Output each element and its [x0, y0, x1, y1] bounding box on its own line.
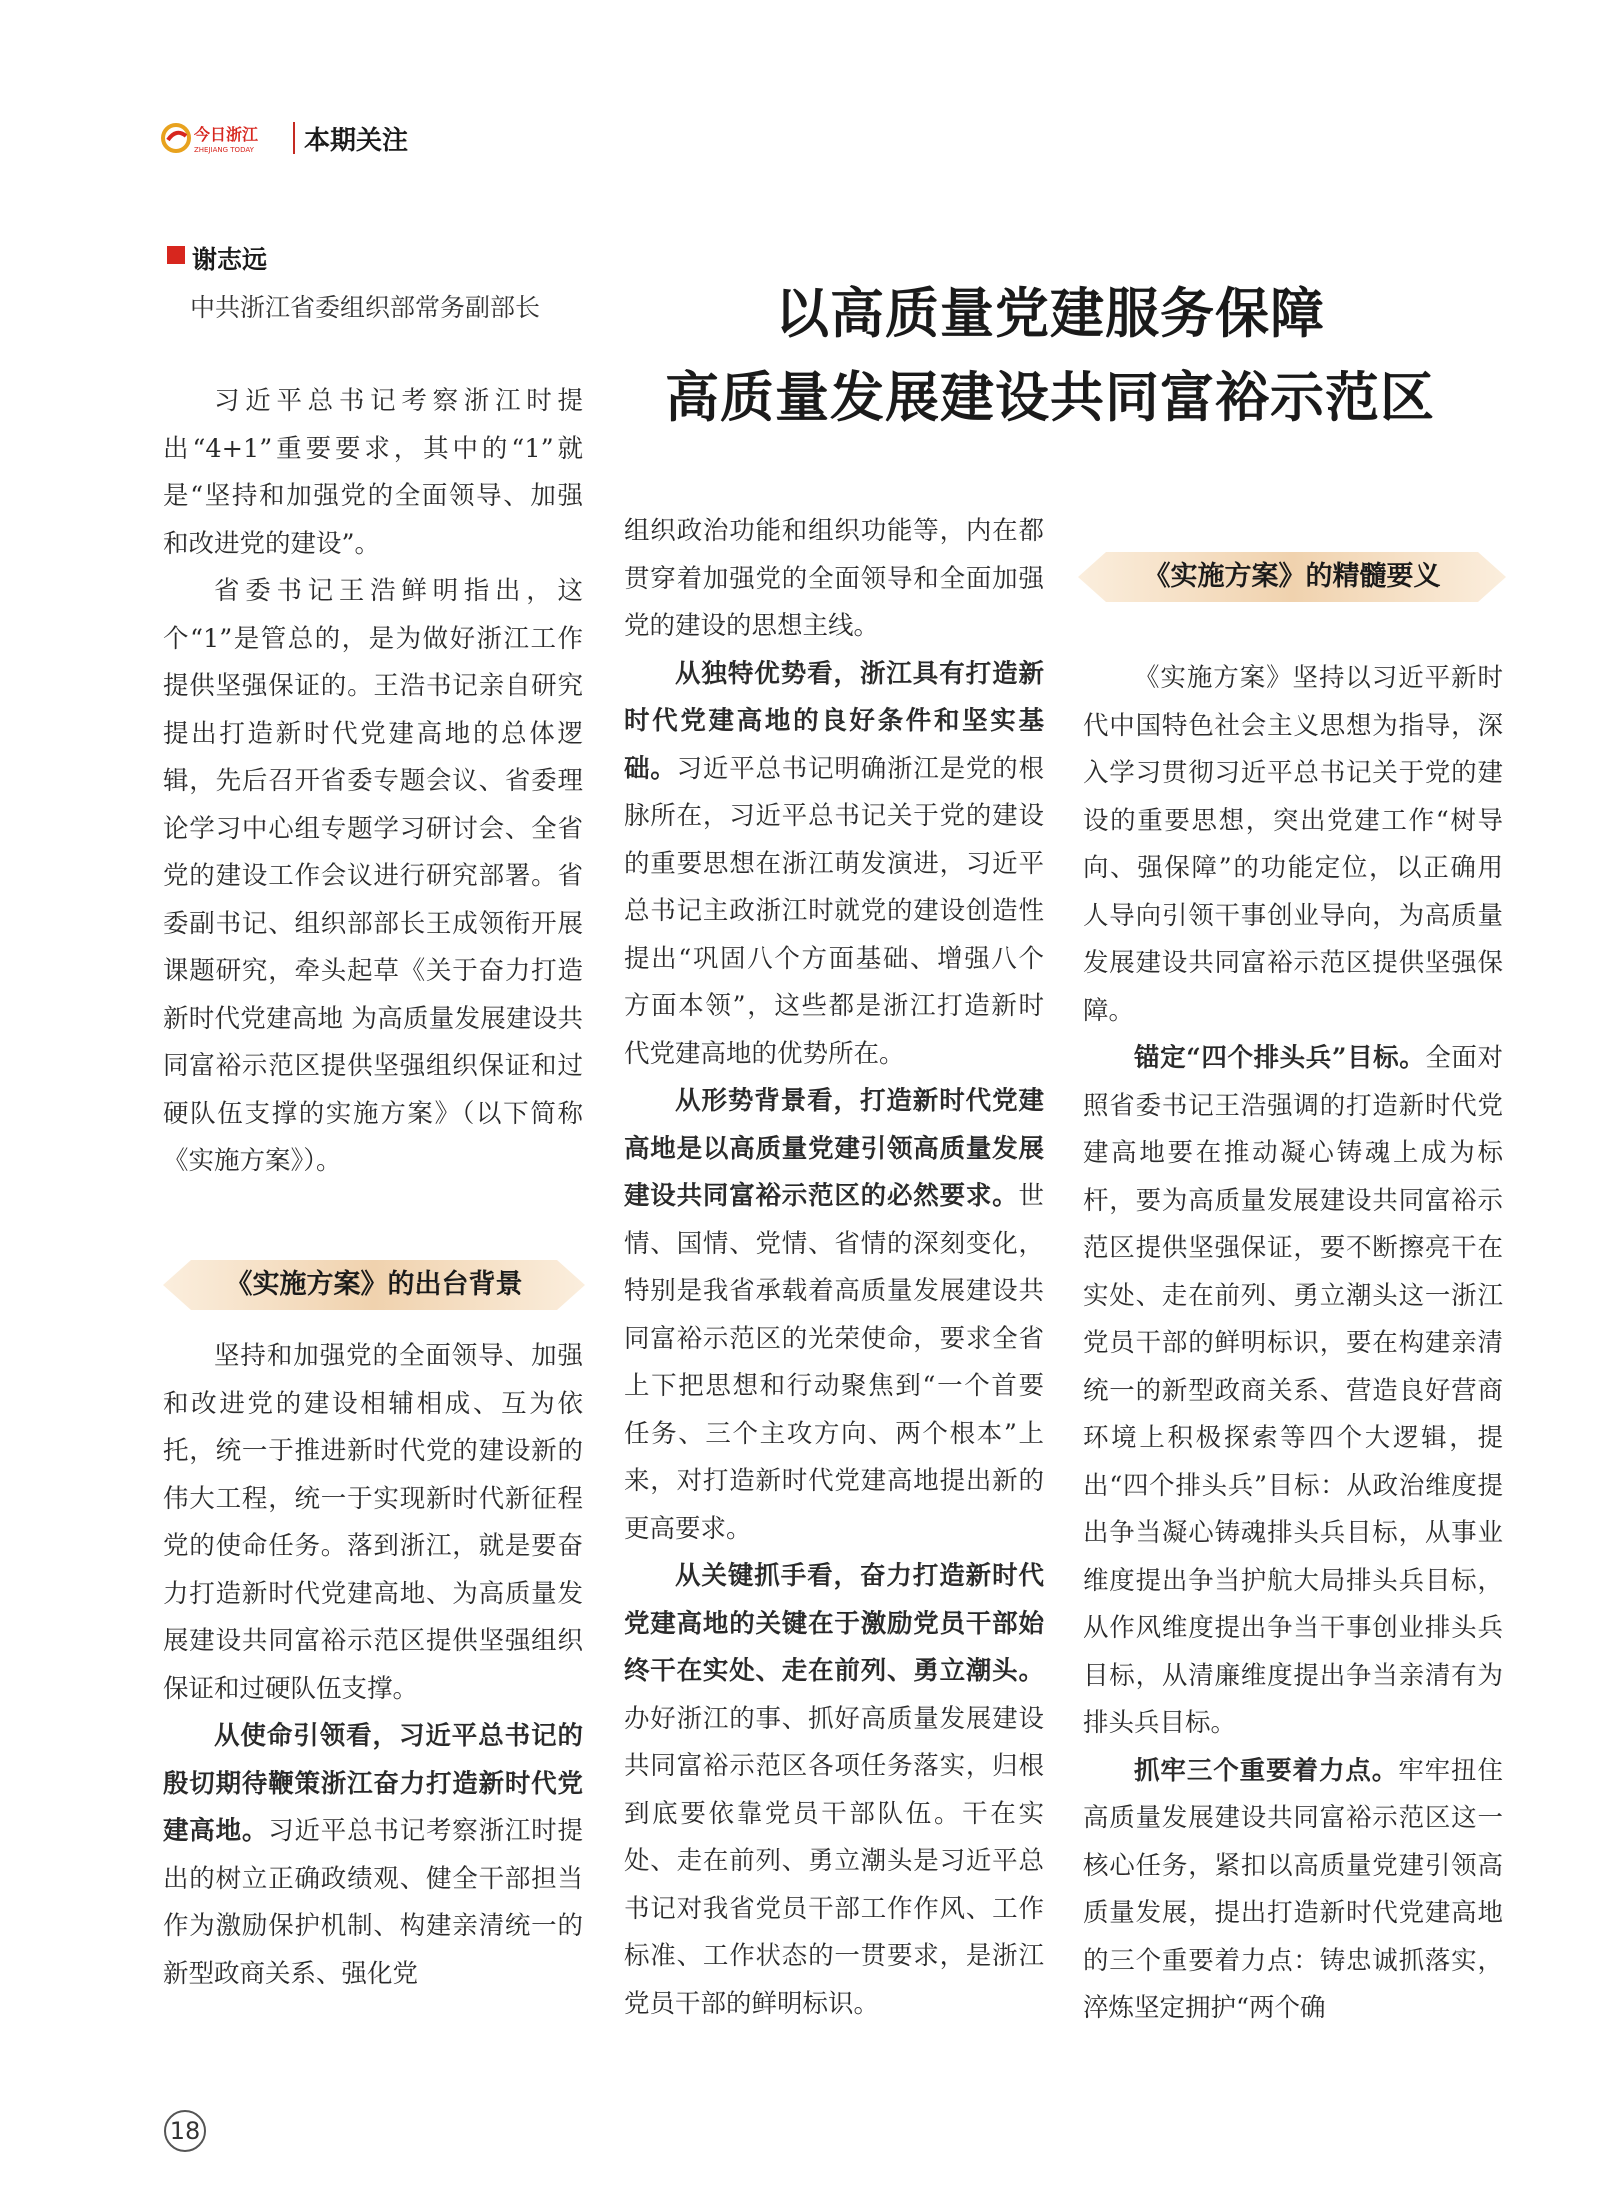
column-left-top	[163, 378, 583, 1186]
article-title	[640, 272, 1460, 440]
paragraph: 坚持和加强党的全面领导、加强和改进党的建设相辅相成、互为依托，统一于推进新时代党的建设新的伟大工程，统一于实现新时代新征程党的使命任务。落到浙江，就是要奋力打造新时代党建高地、为高质量发展建设共同富裕示范区提供坚强组织保证和过硬队伍支撑。	[163, 1341, 583, 1704]
paragraph-body: 世情、国情、党情、省情的深刻变化，特别是我省承载着高质量发展建设共同富裕示范区的光荣使命，要求全省上下把思想和行动聚焦到“一个首要任务、三个主攻方向、两个根本”上来，对打造新时代党建高地提出新的更高要求。	[624, 1181, 1044, 1544]
column-right	[1083, 655, 1503, 2033]
paragraph	[624, 651, 1044, 1079]
paragraph-body: 习近平总书记明确浙江是党的根脉所在，习近平总书记关于党的建设的重要思想在浙江萌发演进，习近平总书记主政浙江时就党的建设创造性提出“巩固八个方面基础、增强八个方面本领”，这些都是浙江打造新时代党建高地的优势所在。	[624, 753, 1044, 1069]
paragraph	[163, 1713, 583, 1998]
column-middle	[624, 508, 1044, 2028]
paragraph-body: 习近平总书记考察浙江时提出的树立正确政绩观、健全干部担当作为激励保护机制、构建亲清统一的新型政商关系、强化党	[163, 1816, 583, 1989]
paragraph	[1083, 1035, 1503, 1748]
paragraph: 习近平总书记考察浙江时提出“4+1”重要要求，其中的“1”就是“坚持和加强党的全面领导、加强和改进党的建设”。	[163, 386, 583, 559]
author-name: 谢志远	[192, 245, 268, 274]
paragraph	[624, 1078, 1044, 1553]
page-number: 18	[164, 2110, 206, 2152]
subhead-background	[163, 1256, 585, 1314]
logo-text: 今日浙江	[194, 125, 259, 144]
author-title: 中共浙江省委组织部常务副部长	[190, 293, 541, 322]
header-divider	[293, 122, 295, 154]
paragraph-body: 牢牢扭住高质量发展建设共同富裕示范区这一核心任务，紧扣以高质量党建引领高质量发展，提出打造新时代党建高地的三个重要着力点：铸忠诚抓落实，淬炼坚定拥护“两个确	[1083, 1755, 1503, 2023]
logo-subtext: ZHEJIANG TODAY	[194, 146, 254, 154]
paragraph-lead: 从关键抓手看，奋力打造新时代党建高地的关键在于激励党员干部始终干在实处、走在前列、勇立潮头。	[624, 1561, 1044, 1686]
article-title-line2: 高质量发展建设共同富裕示范区	[665, 366, 1435, 429]
section-label: 本期关注	[304, 126, 409, 156]
paragraph	[1083, 1748, 1503, 2033]
author-marker	[167, 246, 185, 264]
paragraph-lead: 抓牢三个重要着力点。	[1134, 1755, 1399, 1786]
paragraph-body: 办好浙江的事、抓好高质量发展建设共同富裕示范区各项任务落实，归根到底要依靠党员干部队伍。干在实处、走在前列、勇立潮头是习近平总书记对我省党员干部工作作风、工作标准、工作状态的一贯要求，是浙江党员干部的鲜明标识。	[624, 1703, 1044, 2019]
column-left-bottom	[163, 1333, 583, 1998]
subhead-essence	[1078, 548, 1506, 606]
paragraph: 省委书记王浩鲜明指出，这个“1”是管总的，是为做好浙江工作提供坚强保证的。王浩书记亲自研究提出打造新时代党建高地的总体逻辑，先后召开省委专题会议、省委理论学习中心组专题学习研讨会、全省党的建设工作会议进行研究部署。省委副书记、组织部部长王成领衔开展课题研究，牵头起草《关于奋力打造新时代党建高地 为高质量发展建设共同富裕示范区提供坚强组织保证和过硬队伍支撑的实施方案》（以下简称《实施方案》）。	[163, 576, 583, 1176]
subhead-essence-text: 《实施方案》的精髓要义	[1143, 561, 1441, 592]
paragraph-lead: 从使命引领看，习近平总书记的殷切期待鞭策浙江奋力打造新时代党建高地。	[163, 1721, 583, 1846]
paragraph-lead: 从形势背景看，打造新时代党建高地是以高质量党建引领高质量发展建设共同富裕示范区的必然要求。	[624, 1086, 1044, 1211]
paragraph-body: 全面对照省委书记王浩强调的打造新时代党建高地要在推动凝心铸魂上成为标杆，要为高质量发展建设共同富裕示范区提供坚强保证，要不断擦亮干在实处、走在前列、勇立潮头这一浙江党员干部的鲜明标识，要在构建亲清统一的新型政商关系、营造良好营商环境上积极探索等四个大逻辑，提出“四个排头兵”目标：从政治维度提出争当凝心铸魂排头兵目标，从事业维度提出争当护航大局排头兵目标，从作风维度提出争当干事创业排头兵目标，从清廉维度提出争当亲清有为排头兵目标。	[1083, 1043, 1503, 1738]
paragraph-lead: 锚定“四个排头兵”目标。	[1134, 1043, 1426, 1073]
paragraph: 《实施方案》坚持以习近平新时代中国特色社会主义思想为指导，深入学习贯彻习近平总书记关于党的建设的重要思想，突出党建工作“树导向、强保障”的功能定位，以正确用人导向引领干事创业导向，为高质量发展建设共同富裕示范区提供坚强保障。	[1083, 663, 1503, 1026]
paragraph-lead: 从独特优势看，浙江具有打造新时代党建高地的良好条件和坚实基础。	[624, 658, 1044, 784]
paragraph: 组织政治功能和组织功能等，内在都贯穿着加强党的全面领导和全面加强党的建设的思想主线。	[624, 516, 1044, 641]
zhejiang-today-logo	[160, 120, 310, 156]
paragraph	[624, 1553, 1044, 2028]
subhead-background-text: 《实施方案》的出台背景	[225, 1269, 523, 1300]
article-title-line1: 以高质量党建服务保障	[775, 282, 1325, 345]
